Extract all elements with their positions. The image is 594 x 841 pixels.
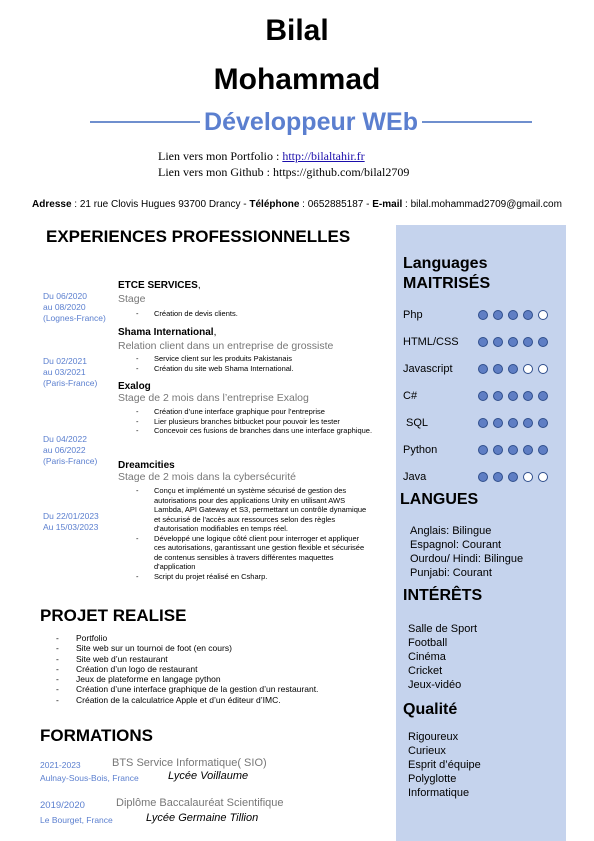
contact-line	[0, 199, 594, 210]
rating-dot-filled	[508, 337, 518, 347]
address-value: : 21 rue Clovis Hugues 93700 Drancy -	[71, 199, 250, 210]
edu-school: Lycée Voillaume	[168, 770, 249, 782]
job-bullet: - Service client sur les produits Pakistanais	[118, 354, 386, 364]
job-bullets	[118, 407, 386, 436]
projects-list	[40, 633, 380, 705]
skill-row	[403, 471, 563, 485]
skill-row	[403, 309, 563, 323]
edu-years: 2021-2023	[40, 760, 81, 770]
phone-label: Téléphone	[249, 199, 300, 210]
rating-dot-filled	[523, 445, 533, 455]
rating-dot-filled	[478, 364, 488, 374]
job-bullets	[118, 309, 386, 319]
edu-school: Lycée Germaine Tillion	[146, 812, 259, 824]
job-bullets	[118, 354, 386, 373]
skill-rating	[478, 418, 548, 428]
job-dates	[43, 434, 97, 467]
skill-row	[403, 363, 563, 377]
last-name: Mohammad	[213, 63, 381, 96]
job-location: (Paris-France)	[43, 456, 98, 466]
languages-heading-line2: MAITRISÉS	[403, 275, 491, 292]
job-bullet: - Développé une logique côté client pour interroger et appliquer ces autorisations, garantissant une gestion flexible et sécurisée de contenus sensibles à travers différentes maquettes d'application	[118, 534, 368, 572]
project-item: - Création de la calculatrice Apple et d’un éditeur d’IMC.	[40, 695, 380, 705]
rating-dot-empty	[523, 472, 533, 482]
job-title-row	[90, 106, 532, 138]
job-bullet: - Conçu et implémenté un système sécurisé de gestion des autorisations pour des applications Unity en utilisant AWS Lambda, API Gateway et S3, permettant un contrôle dynamique et sécurisé de l'accès aux ressources selon des règles d'autorisation modifiables en temps réel.	[118, 486, 368, 534]
langue-item: Ourdou/ Hindi: Bilingue	[410, 553, 524, 565]
rating-dot-filled	[523, 337, 533, 347]
github-link: https://github.com/bilal2709	[272, 165, 410, 179]
skill-name: Php	[403, 309, 423, 321]
rating-dot-filled	[538, 418, 548, 428]
qualite-item: Curieux	[408, 745, 446, 757]
rating-dot-filled	[508, 391, 518, 401]
job-bullets	[118, 486, 368, 581]
interets-list	[408, 622, 477, 692]
skill-rating	[478, 445, 548, 455]
skill-name: Java	[403, 471, 427, 483]
skill-row	[403, 390, 563, 404]
rating-dot-filled	[523, 391, 533, 401]
rating-dot-filled	[538, 391, 548, 401]
project-item: - Site web d’un restaurant	[40, 654, 380, 664]
qualite-heading: Qualité	[403, 701, 458, 718]
rating-dot-empty	[538, 472, 548, 482]
skill-name: SQL	[406, 417, 429, 429]
langue-item: Anglais: Bilingue	[410, 525, 492, 537]
project-item: - Site web sur un tournoi de foot (en cours)	[40, 643, 380, 653]
job-entry	[118, 460, 368, 581]
interet-item: Cinéma	[408, 651, 446, 663]
rating-dot-filled	[493, 472, 503, 482]
rating-dot-filled	[493, 391, 503, 401]
languages-heading	[403, 254, 490, 294]
langue-item: Punjabi: Courant	[410, 567, 492, 579]
job-entry: ETCE SERVICES, Stage - Création de devis clients.	[118, 275, 386, 319]
skill-row	[403, 336, 563, 350]
phone-value: : 0652885187 -	[299, 199, 373, 210]
address-label: Adresse	[32, 199, 72, 210]
project-item: - Portfolio	[40, 633, 380, 643]
langue-item: Espagnol: Courant	[410, 539, 502, 551]
sidebar	[396, 225, 566, 841]
edu-title: BTS Service Informatique( SIO)	[112, 757, 267, 769]
rating-dot-filled	[493, 364, 503, 374]
rating-dot-empty	[523, 364, 533, 374]
github-label: Lien vers mon Github :	[158, 165, 273, 179]
skill-name: Javascript	[403, 363, 453, 375]
project-item: - Jeux de plateforme en langage python	[40, 674, 380, 684]
rating-dot-filled	[478, 310, 488, 320]
job-date-end: au 03/2021	[43, 367, 86, 377]
job-location: (Paris-France)	[43, 378, 98, 388]
rating-dot-filled	[508, 445, 518, 455]
job-bullet: - Concevoir ces fusions de branches dans une interface graphique.	[118, 426, 386, 436]
rating-dot-filled	[493, 445, 503, 455]
job-entry: Shama International, Relation client dans un entreprise de grossiste - Service client sur les produits Pakistanais - Création du site web Shama International.	[118, 322, 386, 373]
title-rule-right	[422, 121, 532, 123]
rating-dot-filled	[478, 337, 488, 347]
job-bullet: - Création d’une interface graphique pour l’entreprise	[118, 407, 386, 417]
rating-dot-empty	[538, 310, 548, 320]
skill-rating	[478, 472, 548, 482]
rating-dot-filled	[493, 337, 503, 347]
job-company: Shama International	[118, 327, 214, 338]
rating-dot-filled	[538, 337, 548, 347]
rating-dot-filled	[538, 445, 548, 455]
project-item: - Création d’une interface graphique de la gestion d’un restaurant.	[40, 684, 380, 694]
skill-name: Python	[403, 444, 438, 456]
portfolio-label: Lien vers mon Portfolio :	[158, 149, 283, 163]
skill-rating	[478, 391, 548, 401]
languages-heading-line1: Languages	[403, 255, 488, 272]
job-date-start: Du 06/2020	[43, 291, 87, 301]
job-bullet: - Création du site web Shama International.	[118, 364, 386, 374]
rating-dot-filled	[478, 445, 488, 455]
job-bullet: - Script du projet réalisé en Csharp.	[118, 572, 368, 582]
rating-dot-empty	[538, 364, 548, 374]
interet-item: Jeux-vidéo	[408, 679, 462, 691]
job-dates	[43, 291, 106, 324]
interet-item: Cricket	[408, 665, 443, 677]
skill-rating	[478, 364, 548, 374]
edu-place: Aulnay-Sous-Bois, France	[40, 773, 139, 783]
job-date-end: au 06/2022	[43, 445, 86, 455]
first-name: Bilal	[265, 14, 329, 47]
job-company: Exalog	[118, 381, 151, 392]
projects-heading: PROJET REALISE	[40, 606, 187, 625]
job-role: Stage	[118, 293, 146, 305]
links-block	[158, 148, 409, 180]
job-role: Stage de 2 mois dans la cybersécurité	[118, 471, 297, 483]
langues-heading: LANGUES	[400, 491, 479, 508]
job-role: Relation client dans un entreprise de grossiste	[118, 340, 334, 352]
job-date-start: Du 02/2021	[43, 356, 87, 366]
job-company: ETCE SERVICES	[118, 280, 198, 291]
job-role: Stage de 2 mois dans l’entreprise Exalog	[118, 392, 309, 404]
skill-name: C#	[403, 390, 418, 402]
project-item: - Création d’un logo de restaurant	[40, 664, 380, 674]
langues-list	[410, 524, 523, 580]
job-date-start: Du 04/2022	[43, 434, 87, 444]
job-bullet: - Lier plusieurs branches bitbucket pour pouvoir les tester	[118, 417, 386, 427]
rating-dot-filled	[508, 310, 518, 320]
qualite-item: Polyglotte	[408, 773, 457, 785]
rating-dot-filled	[493, 418, 503, 428]
interets-heading: INTÉRÊTS	[403, 587, 483, 604]
job-title: Développeur WEb	[204, 107, 418, 136]
skill-name: HTML/CSS	[403, 336, 459, 348]
experience-heading: EXPERIENCES PROFESSIONNELLES	[46, 227, 351, 246]
qualite-list	[408, 730, 481, 800]
qualite-item: Esprit d’équipe	[408, 759, 481, 771]
rating-dot-filled	[523, 310, 533, 320]
portfolio-link[interactable]: http://bilaltahir.fr	[282, 149, 365, 163]
qualite-item: Informatique	[408, 787, 470, 799]
interet-item: Football	[408, 637, 448, 649]
edu-place: Le Bourget, France	[40, 815, 113, 825]
edu-title: Diplôme Baccalauréat Scientifique	[116, 797, 284, 809]
rating-dot-filled	[523, 418, 533, 428]
rating-dot-filled	[508, 418, 518, 428]
job-entry	[118, 381, 386, 436]
qualite-item: Rigoureux	[408, 731, 459, 743]
email-label: E-mail	[372, 199, 403, 210]
rating-dot-filled	[478, 391, 488, 401]
rating-dot-filled	[508, 364, 518, 374]
job-dates	[43, 356, 97, 389]
email-value: : bilal.mohammad2709@gmail.com	[402, 199, 562, 210]
job-date-end: au 08/2020	[43, 302, 86, 312]
job-company: Dreamcities	[118, 460, 175, 471]
skill-row	[403, 417, 563, 431]
job-bullet: - Création de devis clients.	[118, 309, 386, 319]
title-rule-left	[90, 121, 200, 123]
rating-dot-filled	[478, 418, 488, 428]
job-date-start: Du 22/01/2023	[43, 511, 99, 521]
job-dates	[43, 511, 99, 533]
job-date-end: Au 15/03/2023	[43, 522, 99, 532]
edu-years: 2019/2020	[40, 800, 85, 811]
interet-item: Salle de Sport	[408, 623, 478, 635]
skill-rating	[478, 337, 548, 347]
skill-row	[403, 444, 563, 458]
rating-dot-filled	[478, 472, 488, 482]
education-heading: FORMATIONS	[40, 726, 154, 745]
job-location: (Lognes-France)	[43, 313, 106, 323]
skill-rating	[478, 310, 548, 320]
rating-dot-filled	[493, 310, 503, 320]
rating-dot-filled	[508, 472, 518, 482]
